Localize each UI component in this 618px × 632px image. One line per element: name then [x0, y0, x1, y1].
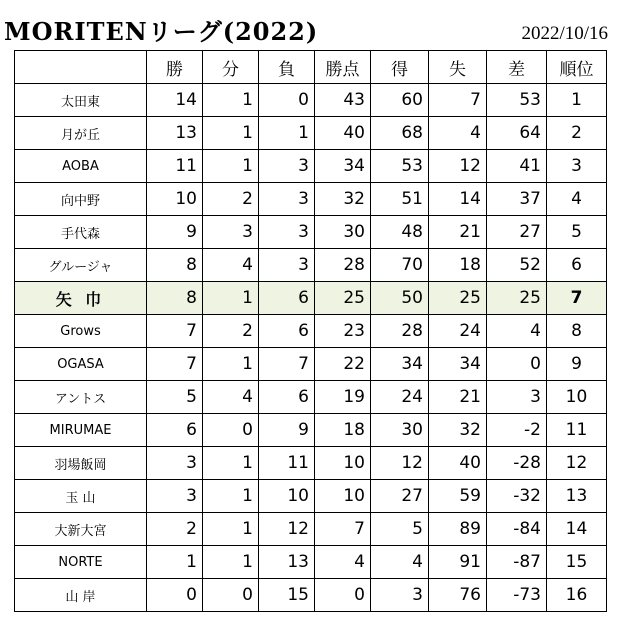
points-cell: 19 — [315, 381, 371, 414]
table-row — [15, 282, 607, 315]
losses-cell: 13 — [259, 546, 315, 579]
goals-for-cell: 68 — [371, 117, 429, 150]
losses-cell: 7 — [259, 348, 315, 381]
goals-for-cell: 3 — [371, 579, 429, 612]
rank-cell: 1 — [547, 84, 607, 117]
draws-cell: 1 — [203, 546, 259, 579]
goals-for-cell: 51 — [371, 183, 429, 216]
wins-cell: 6 — [147, 414, 203, 447]
goal-diff-cell: -32 — [487, 480, 547, 513]
points-cell: 0 — [315, 579, 371, 612]
table-row — [15, 84, 607, 117]
goals-against-cell: 76 — [429, 579, 487, 612]
points-cell: 18 — [315, 414, 371, 447]
table-row — [15, 183, 607, 216]
goal-diff-cell: 4 — [487, 315, 547, 348]
goals-for-cell: 28 — [371, 315, 429, 348]
losses-cell: 6 — [259, 315, 315, 348]
header-team — [15, 51, 147, 84]
goal-diff-cell: -2 — [487, 414, 547, 447]
rank-cell: 8 — [547, 315, 607, 348]
team-name-cell: AOBA — [15, 150, 147, 183]
goals-against-cell: 32 — [429, 414, 487, 447]
team-name-cell: 羽場飯岡 — [15, 447, 147, 480]
team-name-cell: 手代森 — [15, 216, 147, 249]
goals-against-cell: 24 — [429, 315, 487, 348]
table-row — [15, 480, 607, 513]
table-row — [15, 546, 607, 579]
losses-cell: 10 — [259, 480, 315, 513]
points-cell: 43 — [315, 84, 371, 117]
goals-for-cell: 70 — [371, 249, 429, 282]
goals-against-cell: 91 — [429, 546, 487, 579]
team-name-cell: 向中野 — [15, 183, 147, 216]
rank-cell: 3 — [547, 150, 607, 183]
table-row — [15, 117, 607, 150]
points-cell: 10 — [315, 480, 371, 513]
losses-cell: 3 — [259, 216, 315, 249]
points-cell: 10 — [315, 447, 371, 480]
goals-for-cell: 12 — [371, 447, 429, 480]
points-cell: 23 — [315, 315, 371, 348]
wins-cell: 10 — [147, 183, 203, 216]
page-title: MORITENリーグ(2022) — [4, 17, 319, 46]
header-goals-for: 得 — [371, 51, 429, 84]
goals-against-cell: 34 — [429, 348, 487, 381]
goals-for-cell: 30 — [371, 414, 429, 447]
draws-cell: 1 — [203, 447, 259, 480]
table-row — [15, 381, 607, 414]
wins-cell: 0 — [147, 579, 203, 612]
draws-cell: 1 — [203, 513, 259, 546]
date-label: 2022/10/16 — [521, 23, 608, 44]
team-name-cell: 大新大宮 — [15, 513, 147, 546]
goals-for-cell: 34 — [371, 348, 429, 381]
goal-diff-cell: 37 — [487, 183, 547, 216]
draws-cell: 1 — [203, 150, 259, 183]
wins-cell: 7 — [147, 315, 203, 348]
goals-for-cell: 53 — [371, 150, 429, 183]
rank-cell: 16 — [547, 579, 607, 612]
goal-diff-cell: 3 — [487, 381, 547, 414]
points-cell: 32 — [315, 183, 371, 216]
wins-cell: 2 — [147, 513, 203, 546]
points-cell: 7 — [315, 513, 371, 546]
standings-table — [14, 50, 607, 612]
goal-diff-cell: -28 — [487, 447, 547, 480]
header-draws: 分 — [203, 51, 259, 84]
wins-cell: 5 — [147, 381, 203, 414]
rank-cell: 11 — [547, 414, 607, 447]
draws-cell: 2 — [203, 183, 259, 216]
goals-against-cell: 21 — [429, 216, 487, 249]
goal-diff-cell: 41 — [487, 150, 547, 183]
rank-cell: 9 — [547, 348, 607, 381]
wins-cell: 3 — [147, 447, 203, 480]
goals-against-cell: 21 — [429, 381, 487, 414]
table-row — [15, 579, 607, 612]
standings-body — [15, 84, 607, 612]
draws-cell: 2 — [203, 315, 259, 348]
losses-cell: 9 — [259, 414, 315, 447]
header-row — [15, 51, 607, 84]
wins-cell: 3 — [147, 480, 203, 513]
team-name-cell: 月が丘 — [15, 117, 147, 150]
goals-against-cell: 25 — [429, 282, 487, 315]
rank-cell: 15 — [547, 546, 607, 579]
table-row — [15, 150, 607, 183]
losses-cell: 6 — [259, 282, 315, 315]
table-row — [15, 513, 607, 546]
wins-cell: 1 — [147, 546, 203, 579]
draws-cell: 3 — [203, 216, 259, 249]
goal-diff-cell: 64 — [487, 117, 547, 150]
goal-diff-cell: -84 — [487, 513, 547, 546]
goal-diff-cell: -73 — [487, 579, 547, 612]
wins-cell: 14 — [147, 84, 203, 117]
losses-cell: 3 — [259, 249, 315, 282]
points-cell: 22 — [315, 348, 371, 381]
rank-cell: 6 — [547, 249, 607, 282]
losses-cell: 15 — [259, 579, 315, 612]
draws-cell: 1 — [203, 480, 259, 513]
goals-against-cell: 4 — [429, 117, 487, 150]
points-cell: 4 — [315, 546, 371, 579]
goals-against-cell: 14 — [429, 183, 487, 216]
goals-against-cell: 40 — [429, 447, 487, 480]
rank-cell: 4 — [547, 183, 607, 216]
table-row — [15, 414, 607, 447]
rank-cell: 12 — [547, 447, 607, 480]
team-name-cell: 太田東 — [15, 84, 147, 117]
losses-cell: 11 — [259, 447, 315, 480]
wins-cell: 11 — [147, 150, 203, 183]
goals-against-cell: 89 — [429, 513, 487, 546]
goal-diff-cell: -87 — [487, 546, 547, 579]
points-cell: 34 — [315, 150, 371, 183]
wins-cell: 13 — [147, 117, 203, 150]
wins-cell: 7 — [147, 348, 203, 381]
goals-for-cell: 48 — [371, 216, 429, 249]
goal-diff-cell: 53 — [487, 84, 547, 117]
wins-cell: 8 — [147, 282, 203, 315]
table-row — [15, 447, 607, 480]
team-name-cell: グルージャ — [15, 249, 147, 282]
goals-against-cell: 12 — [429, 150, 487, 183]
team-name-cell: アントス — [15, 381, 147, 414]
rank-cell: 13 — [547, 480, 607, 513]
wins-cell: 8 — [147, 249, 203, 282]
rank-cell: 2 — [547, 117, 607, 150]
rank-cell: 7 — [547, 282, 607, 315]
header-points: 勝点 — [315, 51, 371, 84]
goals-for-cell: 50 — [371, 282, 429, 315]
points-cell: 30 — [315, 216, 371, 249]
header-goals-against: 失 — [429, 51, 487, 84]
team-name-cell: NORTE — [15, 546, 147, 579]
goals-against-cell: 59 — [429, 480, 487, 513]
goal-diff-cell: 0 — [487, 348, 547, 381]
team-name-cell: Grows — [15, 315, 147, 348]
losses-cell: 3 — [259, 183, 315, 216]
goal-diff-cell: 25 — [487, 282, 547, 315]
draws-cell: 4 — [203, 381, 259, 414]
rank-cell: 5 — [547, 216, 607, 249]
goals-for-cell: 60 — [371, 84, 429, 117]
points-cell: 28 — [315, 249, 371, 282]
header-rank: 順位 — [547, 51, 607, 84]
losses-cell: 0 — [259, 84, 315, 117]
goal-diff-cell: 52 — [487, 249, 547, 282]
goals-for-cell: 4 — [371, 546, 429, 579]
table-row — [15, 249, 607, 282]
goals-for-cell: 24 — [371, 381, 429, 414]
header-wins: 勝 — [147, 51, 203, 84]
team-name-cell: 矢 巾 — [15, 282, 147, 315]
losses-cell: 1 — [259, 117, 315, 150]
rank-cell: 10 — [547, 381, 607, 414]
wins-cell: 9 — [147, 216, 203, 249]
draws-cell: 1 — [203, 348, 259, 381]
losses-cell: 12 — [259, 513, 315, 546]
header-losses: 負 — [259, 51, 315, 84]
points-cell: 40 — [315, 117, 371, 150]
draws-cell: 4 — [203, 249, 259, 282]
points-cell: 25 — [315, 282, 371, 315]
team-name-cell: MIRUMAE — [15, 414, 147, 447]
losses-cell: 6 — [259, 381, 315, 414]
goals-against-cell: 18 — [429, 249, 487, 282]
draws-cell: 0 — [203, 414, 259, 447]
header-goal-diff: 差 — [487, 51, 547, 84]
table-row — [15, 348, 607, 381]
team-name-cell: OGASA — [15, 348, 147, 381]
table-row — [15, 216, 607, 249]
goals-for-cell: 5 — [371, 513, 429, 546]
draws-cell: 1 — [203, 117, 259, 150]
goal-diff-cell: 27 — [487, 216, 547, 249]
team-name-cell: 山 岸 — [15, 579, 147, 612]
table-row — [15, 315, 607, 348]
draws-cell: 0 — [203, 579, 259, 612]
losses-cell: 3 — [259, 150, 315, 183]
team-name-cell: 玉 山 — [15, 480, 147, 513]
goals-for-cell: 27 — [371, 480, 429, 513]
goals-against-cell: 7 — [429, 84, 487, 117]
draws-cell: 1 — [203, 84, 259, 117]
draws-cell: 1 — [203, 282, 259, 315]
rank-cell: 14 — [547, 513, 607, 546]
